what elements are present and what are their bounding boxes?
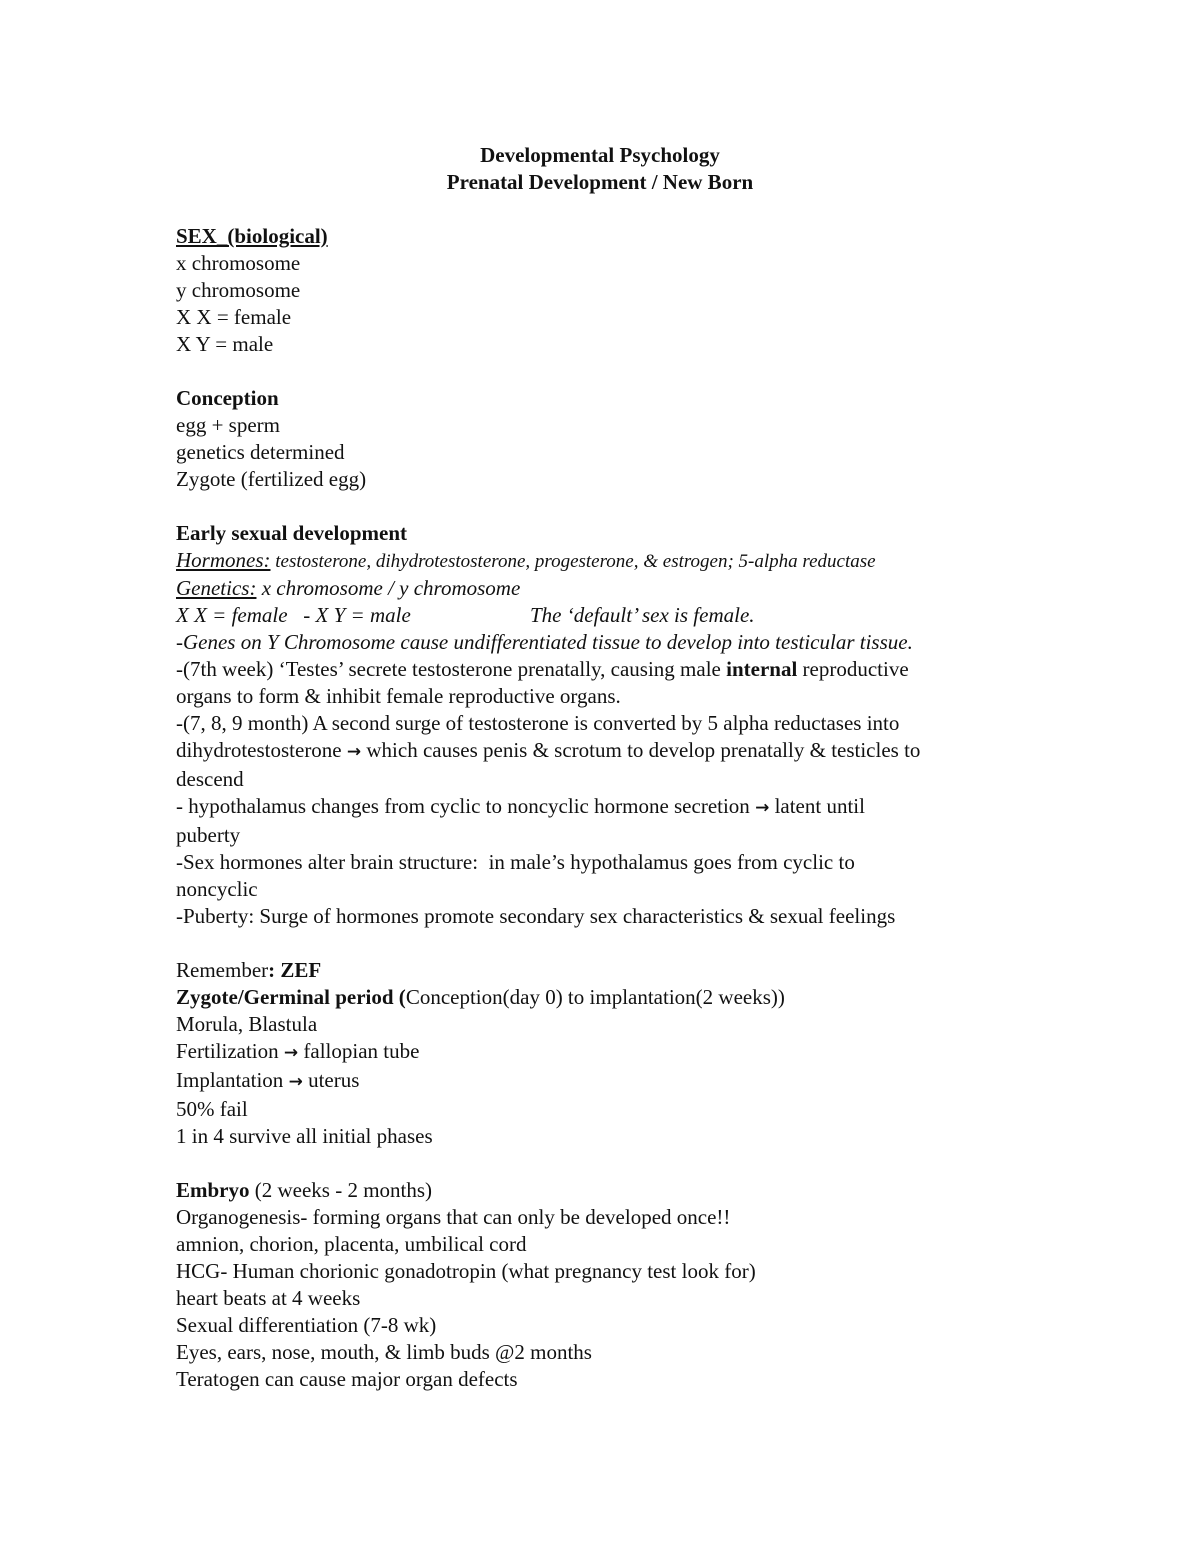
week7-line: [176, 656, 1036, 683]
embryo-heading-line: [176, 1177, 1036, 1204]
puberty-line: -Puberty: Surge of hormones promote secondary sex characteristics & sexual feelings: [176, 904, 896, 928]
sex-heading: SEX_(biological): [176, 224, 328, 248]
zygote-line: [176, 984, 1036, 1011]
remember-colon: :: [268, 958, 281, 982]
hypothalamus-text: - hypothalamus changes from cyclic to noncyclic hormone secretion: [176, 794, 756, 818]
embryo-line: Eyes, ears, nose, mouth, & limb buds @2 months: [176, 1340, 592, 1364]
conception-line: egg + sperm: [176, 413, 280, 437]
conception-heading: Conception: [176, 386, 279, 410]
implantation-text: uterus: [302, 1068, 360, 1092]
month-text: dihydrotestosterone: [176, 738, 347, 762]
xx-xy-line: [176, 602, 1036, 629]
brain-line-cont: noncyclic: [176, 877, 258, 901]
month-line-cont: [176, 737, 1036, 766]
month-text: which causes penis & scrotum to develop prenatally & testicles to: [361, 738, 921, 762]
hypothalamus-text: latent until: [769, 794, 865, 818]
genes-y-line: -Genes on Y Chromosome cause undifferentiated tissue to develop into testicular tissue.: [176, 630, 913, 654]
implantation-text: Implantation: [176, 1068, 289, 1092]
embryo-heading: Embryo: [176, 1178, 250, 1202]
week7-text: reproductive: [797, 657, 909, 681]
week7-text: -(7th week) ‘Testes’ secrete testosterone prenatally, causing male: [176, 657, 727, 681]
arrow-right-icon: →: [288, 1072, 303, 1092]
hypothalamus-line-cont: puberty: [176, 823, 241, 847]
brain-line: -Sex hormones alter brain structure: in male’s hypothalamus goes from cyclic to: [176, 850, 855, 874]
arrow-right-icon: →: [283, 1043, 299, 1063]
arrow-right-icon: →: [346, 742, 362, 762]
survive-line: 1 in 4 survive all initial phases: [176, 1124, 433, 1148]
genetics-line: [176, 575, 1036, 602]
genetics-text: x chromosome / y chromosome: [256, 576, 521, 600]
hypothalamus-line: [176, 793, 1036, 822]
zygote-heading: Zygote/Germinal period (: [176, 985, 406, 1009]
embryo-line: heart beats at 4 weeks: [176, 1286, 361, 1310]
early-heading: Early sexual development: [176, 521, 407, 545]
fertilization-text: Fertilization: [176, 1039, 284, 1063]
embryo-line: Sexual differentiation (7-8 wk): [176, 1313, 437, 1337]
week7-internal: internal: [726, 657, 798, 681]
document-subtitle: Prenatal Development / New Born: [446, 170, 754, 194]
spacer: [176, 196, 1036, 223]
sex-line: X Y = male: [176, 332, 274, 356]
spacer: [176, 493, 1036, 520]
spacer: [176, 358, 1036, 385]
month-line: -(7, 8, 9 month) A second surge of testosterone is converted by 5 alpha reductases into: [176, 711, 900, 735]
remember-value: ZEF: [280, 958, 322, 982]
embryo-line: HCG- Human chorionic gonadotropin (what pregnancy test look for): [176, 1259, 756, 1283]
embryo-line: Teratogen can cause major organ defects: [176, 1367, 518, 1391]
zygote-range: Conception(day 0) to implantation(2 weeks)): [405, 985, 785, 1009]
embryo-range: (2 weeks - 2 months): [249, 1178, 433, 1202]
fertilization-text: fallopian tube: [298, 1039, 420, 1063]
default-sex-text: The ‘default’ sex is female.: [530, 603, 755, 627]
fertilization-line: [176, 1038, 1036, 1067]
hormones-label: Hormones:: [176, 548, 271, 572]
conception-line: Zygote (fertilized egg): [176, 467, 367, 491]
sex-line: y chromosome: [176, 278, 301, 302]
remember-line: [176, 957, 1036, 984]
xx-xy-text: X X = female - X Y = male: [176, 603, 411, 627]
embryo-line: Organogenesis- forming organs that can only be developed once!!: [176, 1205, 731, 1229]
genetics-label: Genetics:: [176, 576, 257, 600]
spacer: [176, 1150, 1036, 1177]
remember-label: Remember: [176, 958, 269, 982]
arrow-right-icon: →: [755, 798, 770, 818]
embryo-line: amnion, chorion, placenta, umbilical cord: [176, 1232, 527, 1256]
zygote-stage-line: Morula, Blastula: [176, 1012, 318, 1036]
hormones-text: testosterone, dihydrotestosterone, progesterone, & estrogen; 5-alpha reductase: [270, 551, 876, 572]
sex-line: x chromosome: [176, 251, 301, 275]
document-title: Developmental Psychology: [480, 143, 720, 167]
document-page: [176, 142, 1036, 1393]
fail-line: 50% fail: [176, 1097, 248, 1121]
conception-line: genetics determined: [176, 440, 345, 464]
hormones-line: [176, 547, 1036, 575]
spacer: [176, 930, 1036, 957]
week7-line-cont: organs to form & inhibit female reproductive organs.: [176, 684, 621, 708]
month-line-end: descend: [176, 767, 244, 791]
implantation-line: [176, 1067, 1036, 1096]
sex-line: X X = female: [176, 305, 292, 329]
